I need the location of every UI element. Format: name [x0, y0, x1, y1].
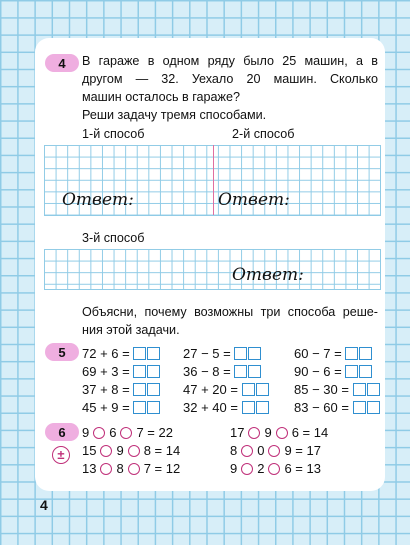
task4-text-line1: В гараже в одном ряду было 25 машин, а в — [82, 54, 378, 68]
answer-box[interactable] — [367, 401, 380, 414]
answer-box[interactable] — [133, 365, 146, 378]
equation: 47 + 20 = — [183, 381, 269, 398]
answer-box[interactable] — [147, 365, 160, 378]
sign-circle[interactable] — [241, 445, 253, 457]
sign-circle[interactable] — [268, 445, 280, 457]
sign-circle[interactable] — [241, 463, 253, 475]
answer-box[interactable] — [147, 383, 160, 396]
sign-circle[interactable] — [93, 427, 105, 439]
task4-instruction: Реши задачу тремя способами. — [82, 108, 267, 122]
sign-circle[interactable] — [100, 445, 112, 457]
answer-label-3: Ответ: — [232, 265, 304, 285]
equation: 83 − 60 = — [294, 399, 380, 416]
equation: 45 + 9 = — [82, 399, 160, 416]
answer-box[interactable] — [353, 401, 366, 414]
answer-box[interactable] — [147, 347, 160, 360]
sign-circle[interactable] — [276, 427, 288, 439]
sign-circle[interactable] — [128, 445, 140, 457]
equation: 85 − 30 = — [294, 381, 380, 398]
equation: 36 − 8 = — [183, 363, 261, 380]
answer-box[interactable] — [359, 347, 372, 360]
answer-box[interactable] — [242, 401, 255, 414]
way2-label: 2-й способ — [232, 127, 295, 141]
equation: 72 + 6 = — [82, 345, 160, 362]
sign-equation: 17 9 6 = 14 — [230, 425, 329, 440]
task-number-5: 5 — [45, 343, 79, 361]
task-number-6: 6 — [45, 423, 79, 441]
answer-box[interactable] — [248, 365, 261, 378]
sign-equation: 15 9 8 = 14 — [82, 443, 181, 458]
answer-label-1: Ответ: — [62, 190, 134, 210]
sign-equation: 8 0 9 = 17 — [230, 443, 321, 458]
way3-label: 3-й способ — [82, 231, 145, 245]
page-number: 4 — [40, 497, 48, 513]
answer-box[interactable] — [234, 347, 247, 360]
equation: 27 − 5 = — [183, 345, 261, 362]
answer-box[interactable] — [345, 365, 358, 378]
grid-divider — [213, 145, 214, 215]
sign-circle[interactable] — [268, 463, 280, 475]
answer-box[interactable] — [256, 383, 269, 396]
sign-circle[interactable] — [100, 463, 112, 475]
answer-box[interactable] — [353, 383, 366, 396]
sign-circle[interactable] — [248, 427, 260, 439]
task-number-4: 4 — [45, 54, 79, 72]
answer-grid-3[interactable] — [44, 249, 381, 290]
sign-equation: 13 8 7 = 12 — [82, 461, 181, 476]
sign-circle[interactable] — [120, 427, 132, 439]
sign-circle[interactable] — [128, 463, 140, 475]
answer-box[interactable] — [234, 365, 247, 378]
explain-line2: ния этой задачи. — [82, 323, 180, 337]
equation: 90 − 6 = — [294, 363, 372, 380]
explain-line1: Объясни, почему возможны три способа реше- — [82, 305, 378, 319]
answer-label-2: Ответ: — [218, 190, 290, 210]
answer-box[interactable] — [359, 365, 372, 378]
answer-box[interactable] — [367, 383, 380, 396]
answer-box[interactable] — [133, 347, 146, 360]
sign-equation: 9 2 6 = 13 — [230, 461, 321, 476]
way1-label: 1-й способ — [82, 127, 145, 141]
equation: 32 + 40 = — [183, 399, 269, 416]
answer-box[interactable] — [133, 401, 146, 414]
plus-minus-icon: ± — [52, 446, 70, 464]
equation: 37 + 8 = — [82, 381, 160, 398]
equation: 69 + 3 = — [82, 363, 160, 380]
answer-box[interactable] — [242, 383, 255, 396]
answer-box[interactable] — [133, 383, 146, 396]
answer-box[interactable] — [147, 401, 160, 414]
task4-text-line3: машин осталось в гараже? — [82, 90, 240, 104]
equation: 60 − 7 = — [294, 345, 372, 362]
answer-box[interactable] — [248, 347, 261, 360]
answer-box[interactable] — [256, 401, 269, 414]
task4-text-line2: другом — 32. Уехало 20 машин. Сколько — [82, 72, 378, 86]
sign-equation: 9 6 7 = 22 — [82, 425, 173, 440]
answer-box[interactable] — [345, 347, 358, 360]
